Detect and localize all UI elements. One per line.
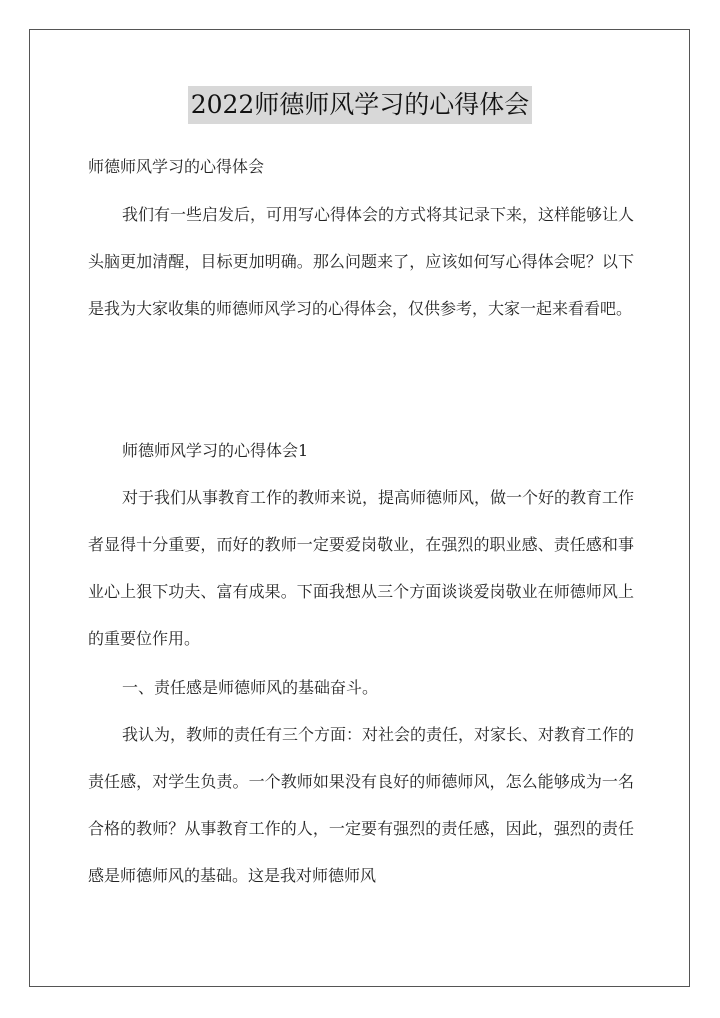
body-paragraph-2: 一、责任感是师德师风的基础奋斗。: [122, 678, 379, 697]
intro-paragraph: 我们有一些启发后，可用写心得体会的方式将其记录下来，这样能够让人头脑更加清醒，目标更加明确。那么问题来了，应该如何写心得体会呢？以下是我为大家收集的师德师风学习的心得体会，仅供参考，大家一起来看看吧。: [88, 205, 635, 318]
subtitle: 师德师风学习的心得体会: [88, 157, 265, 176]
body-paragraph-1: 对于我们从事教育工作的教师来说，提高师德师风，做一个好的教育工作者显得十分重要，而好的教师一定要爱岗敬业，在强烈的职业感、责任感和事业心上狠下功夫、富有成果。下面我想从三个方面谈谈爱岗敬业在师德师风上的重要位作用。: [88, 488, 635, 648]
title-container: [0, 86, 720, 124]
document-title: 2022师德师风学习的心得体会: [188, 86, 533, 124]
body-paragraph-3: 我认为，教师的责任有三个方面：对社会的责任，对家长、对教育工作的责任感，对学生负责。一个教师如果没有良好的师德师风，怎么能够成为一名合格的教师？从事教育工作的人，一定要有强烈的责任感，因此，强烈的责任感是师德师风的基础。这是我对师德师风: [88, 725, 635, 885]
section-heading: 师德师风学习的心得体会1: [122, 441, 309, 460]
